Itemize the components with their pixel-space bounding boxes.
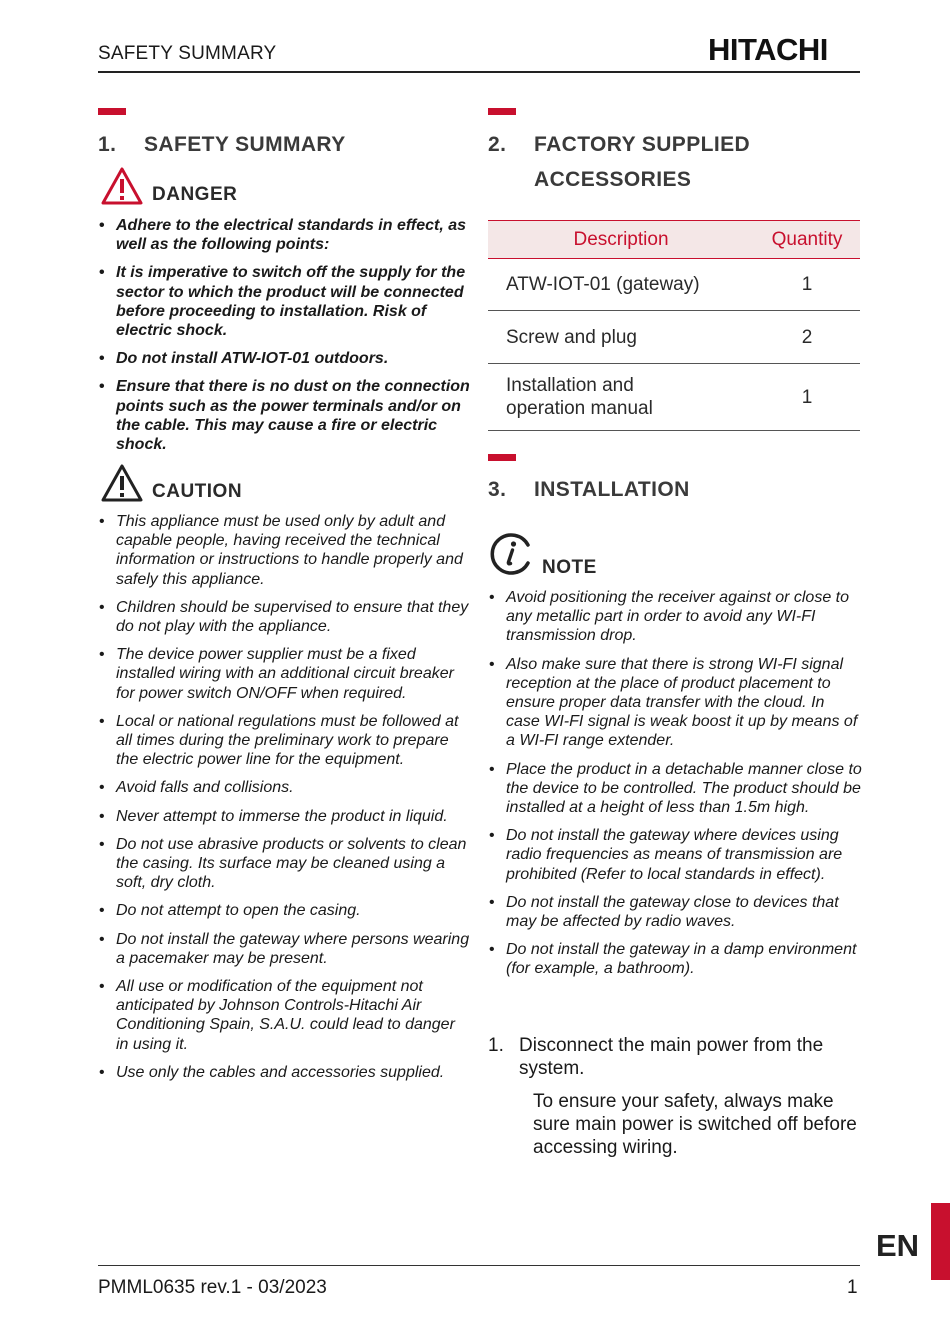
column-header-quantity: Quantity [754,221,860,259]
list-item: • Children should be supervised to ensure that they do not play with the appliance. [98,598,470,636]
danger-alert [100,166,237,206]
table-cell-quantity: 2 [754,311,860,364]
section-number: 2. [488,133,507,156]
list-item: • Do not attempt to open the casing. [98,901,470,920]
list-item: • Do not install the gateway in a damp environment (for example, a bathroom). [488,940,862,978]
footer-rule [98,1265,860,1266]
list-item: • Local or national regulations must be followed at all times during the preliminary work to prepare the electric power line for the equipment. [98,712,470,770]
list-item: • Avoid positioning the receiver against or close to any metallic part in order to avoid any WI-FI transmission drop. [488,588,862,646]
step-number: 1. [488,1035,504,1056]
list-item: • Do not install the gateway where persons wearing a pacemaker may be present. [98,930,470,968]
caution-list [98,512,470,1082]
accessories-table [488,220,860,431]
table-cell-description: Screw and plug [488,311,754,364]
list-item: • This appliance must be used only by adult and capable people, having received the technical information or instructions to handle properly and safely this appliance. [98,512,470,589]
list-item: • Never attempt to immerse the product in liquid. [98,807,470,826]
list-item: • Do not use abrasive products or solvents to clean the casing. Its surface may be cleaned using a soft, dry cloth. [98,835,470,893]
section-title: SAFETY SUMMARY [144,133,346,156]
description-line: operation manual [506,398,653,419]
table-cell-description: ATW-IOT-01 (gateway) [488,259,754,311]
section-marker [98,108,126,115]
caution-alert [100,463,242,503]
section-title: INSTALLATION [534,478,690,501]
list-item: • Also make sure that there is strong WI-FI signal reception at the place of product placement to ensure proper data transfer with the cloud. In case WI-FI signal is weak boost it up by means of a WI-FI range extender. [488,655,862,751]
warning-triangle-icon [100,463,144,503]
table-cell-quantity: 1 [754,259,860,311]
danger-list [98,216,470,454]
header-rule [98,71,860,73]
table-row [488,259,860,311]
table-cell-quantity: 1 [754,364,860,431]
section-title-line2: ACCESSORIES [534,168,692,191]
table-header-row [488,221,860,259]
list-item: • Avoid falls and collisions. [98,778,470,797]
list-item: • Do not install the gateway where devices using radio frequencies as means of transmission are prohibited (Refer to local standards in effect). [488,826,862,884]
language-tab-marker [931,1203,950,1280]
section-marker [488,108,516,115]
section-3-heading [488,472,690,507]
description-line: Installation and [506,375,634,396]
column-header-description: Description [488,221,754,259]
hitachi-logo: HITACHI [708,32,828,67]
list-item: • Adhere to the electrical standards in effect, as well as the following points: [98,216,470,254]
language-tab-label: EN [876,1228,920,1263]
table-row [488,311,860,364]
section-2-heading [488,127,750,197]
document-reference: PMML0635 rev.1 - 03/2023 [98,1277,327,1298]
list-item: • Do not install ATW-IOT-01 outdoors. [98,349,470,368]
caution-label: CAUTION [152,481,243,502]
header-title: SAFETY SUMMARY [98,43,277,64]
note-list [488,588,862,979]
step-text: Disconnect the main power from the system. [519,1035,824,1079]
list-item: • All use or modification of the equipment not anticipated by Johnson Controls-Hitachi Air Conditioning Spain, S.A.U. could lead to danger in using it. [98,977,470,1054]
info-circle-icon [488,531,534,577]
danger-label: DANGER [152,184,238,205]
note-label: NOTE [542,557,597,578]
list-item: • Place the product in a detachable manner close to the device to be controlled. The product should be installed at a height of less than 1.5m high. [488,760,862,818]
installation-step-1 [488,1034,860,1159]
warning-triangle-icon [100,166,144,206]
list-item: • Do not install the gateway close to devices that may be affected by radio waves. [488,893,862,931]
section-title-line1: FACTORY SUPPLIED [534,133,751,156]
list-item: • The device power supplier must be a fixed installed wiring with an additional circuit breaker for power switch ON/OFF when required. [98,645,470,703]
list-item: • Ensure that there is no dust on the connection points such as the power terminals and/or on the cable. This may cause a fire or electric shock. [98,377,470,454]
note-alert [488,531,597,577]
page-number: 1 [847,1277,858,1298]
table-row [488,364,860,431]
list-item: • It is imperative to switch off the supply for the sector to which the product will be connected before proceeding to installation. Risk of electric shock. [98,263,470,340]
step-subtext: To ensure your safety, always make sure main power is switched off before accessing wiring. [533,1091,857,1158]
section-number: 3. [488,478,507,501]
section-number: 1. [98,133,117,156]
section-marker [488,454,516,461]
section-1-heading [98,127,346,162]
table-cell-description [488,364,754,431]
list-item: • Use only the cables and accessories supplied. [98,1063,470,1082]
